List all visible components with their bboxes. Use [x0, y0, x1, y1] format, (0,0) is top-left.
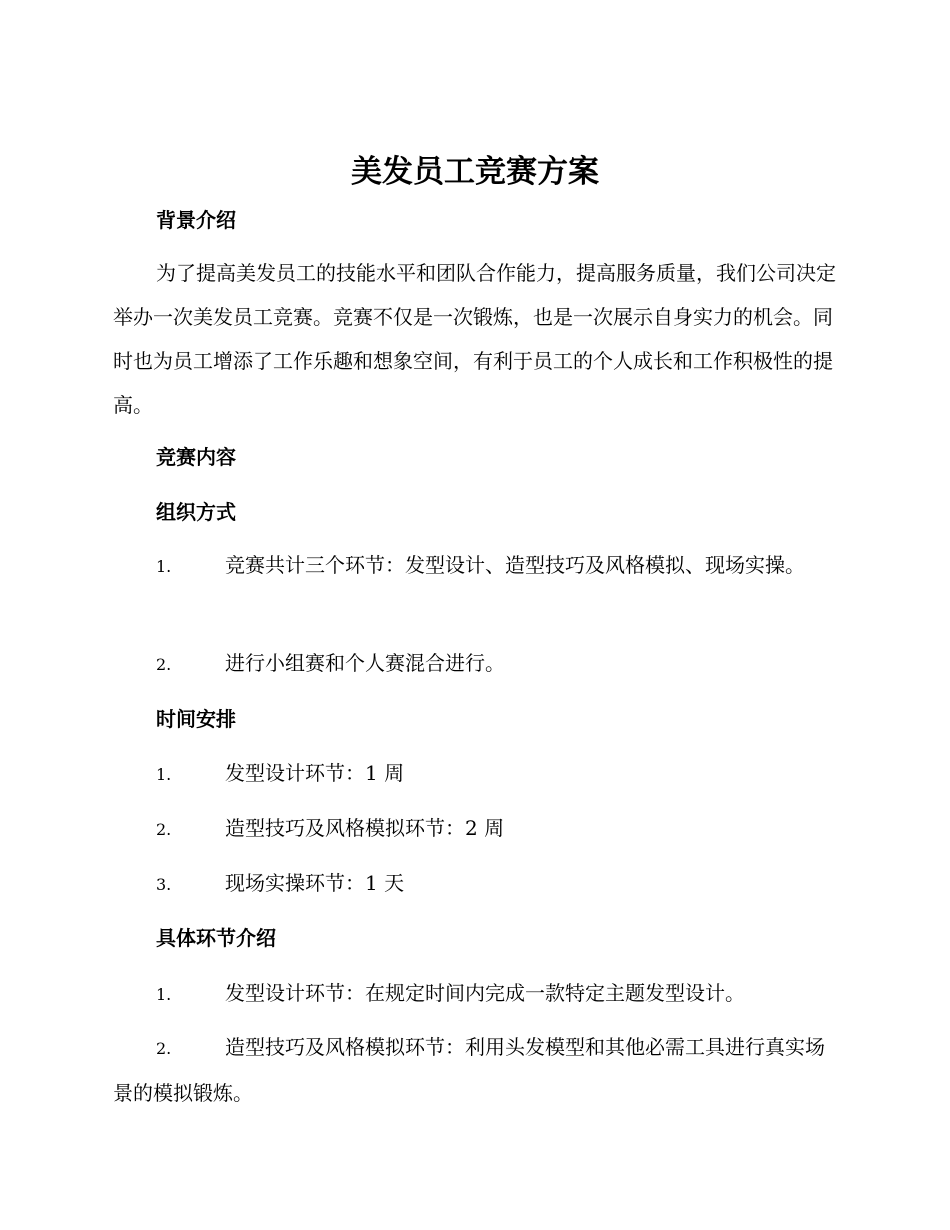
list-item-text: 造型技巧及风格模拟环节：利用头发模型和其他必需工具进行真实场景的模拟锻炼。	[113, 1035, 825, 1105]
details-item-1	[113, 971, 838, 1017]
list-number: 1.	[156, 765, 172, 784]
organization-item-2	[113, 641, 838, 687]
list-number: 2.	[156, 820, 172, 839]
list-item-text: 现场实操环节：1 天	[225, 871, 405, 895]
list-number: 2.	[156, 1039, 172, 1058]
heading-background: 背景介绍	[156, 208, 236, 232]
list-item-text: 进行小组赛和个人赛混合进行。	[225, 651, 505, 675]
list-number: 1.	[156, 985, 172, 1004]
list-number: 2.	[156, 655, 172, 674]
list-number: 3.	[156, 875, 172, 894]
background-paragraph: 为了提高美发员工的技能水平和团队合作能力，提高服务质量，我们公司决定举办一次美发员工竞赛。竞赛不仅是一次锻炼，也是一次展示自身实力的机会。同时也为员工增添了工作乐趣和想象空间，有利于员工的个人成长和工作积极性的提高。	[113, 261, 836, 417]
schedule-item-1	[113, 751, 838, 797]
heading-details: 具体环节介绍	[156, 926, 276, 950]
schedule-item-3	[113, 861, 838, 907]
list-item-text: 发型设计环节：1 周	[225, 761, 405, 785]
heading-organization: 组织方式	[156, 500, 236, 524]
list-number: 1.	[156, 557, 172, 576]
heading-contest-content: 竞赛内容	[156, 445, 236, 469]
schedule-item-2	[113, 806, 838, 852]
organization-item-1	[113, 543, 838, 589]
document-title: 美发员工竞赛方案	[351, 154, 599, 190]
list-item-text: 造型技巧及风格模拟环节：2 周	[225, 816, 505, 840]
list-item-text: 竞赛共计三个环节：发型设计、造型技巧及风格模拟、现场实操。	[225, 553, 805, 577]
heading-schedule: 时间安排	[156, 707, 236, 731]
details-item-2	[113, 1025, 838, 1115]
list-item-text: 发型设计环节：在规定时间内完成一款特定主题发型设计。	[225, 981, 745, 1005]
